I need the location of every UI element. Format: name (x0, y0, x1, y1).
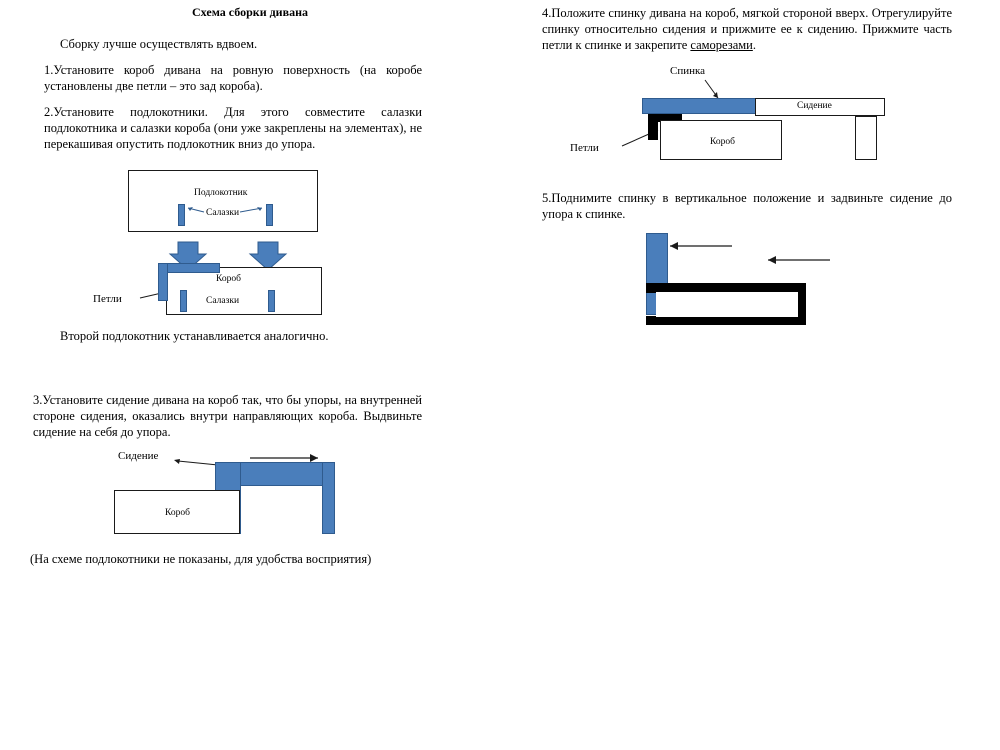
frame-label-step3: Короб (165, 508, 190, 518)
step-2-paragraph: 2.Установите подлокотники. Для этого совместите салазки подлокотника и салазки короба (они уже закреплены на элементах), не перекашивая опустить подлокотник вниз до упора. (44, 105, 422, 151)
step-5-paragraph: 5.Поднимите спинку в вертикальное положение и задвиньте сидение до упора к спинке. (542, 191, 952, 221)
slide-tab-right-lower (268, 290, 275, 312)
slides-label-lower: Салазки (206, 296, 240, 306)
frame-label-step2: Короб (216, 274, 241, 284)
seat-structure-bottom (646, 316, 806, 325)
page-title: Схема сборки дивана (192, 5, 308, 19)
step-4-text: 4.Положите спинку дивана на короб, мягкой стороной вверх. Отрегулируйте спинку относительно сидения и прижмите ее к сидению. Прижмите часть петли к спинке и закрепите (542, 6, 952, 52)
seat-structure-inner (656, 292, 798, 317)
step-1-paragraph: 1.Установите короб дивана на ровную поверхность (на коробе установлены две петли – это зад короба). (44, 63, 422, 93)
step-4-paragraph (542, 5, 952, 53)
leg-box-step4 (855, 116, 877, 160)
diagram-armrest-assembly (0, 160, 470, 340)
slide-tab-left-lower (180, 290, 187, 312)
step-4-link[interactable]: саморезами (690, 38, 753, 52)
hinges-label-step2: Петли (93, 293, 122, 305)
step-4-period: . (752, 38, 756, 52)
frame-box-step2 (166, 267, 322, 315)
diagram-back-upright (500, 228, 970, 338)
note-after-step-3: (На схеме подлокотники не показаны, для удобства восприятия) (30, 552, 372, 566)
step-3-paragraph: 3.Установите сидение дивана на короб так, что бы упоры, на внутренней стороне сидения, оказались внутри направляющих короба. Выдвиньте сидение на себя до упора. (33, 393, 422, 439)
right-column (500, 0, 1000, 750)
armrest-label: Подлокотник (194, 188, 248, 198)
slides-label-upper: Салазки (206, 208, 240, 218)
seat-right-leg (322, 462, 335, 534)
frame-label-step4: Короб (710, 137, 735, 147)
hinge-plate-left (158, 263, 168, 301)
back-label-step4: Спинка (670, 65, 706, 77)
seat-label-step3: Сидение (118, 450, 159, 462)
note-after-step-2: Второй подлокотник устанавливается аналогично. (60, 329, 329, 343)
diagram-seat-assembly (0, 445, 470, 555)
hinges-label-step4: Петли (570, 142, 599, 154)
diagram-back-flat (500, 60, 970, 180)
intro-paragraph: Сборку лучше осуществлять вдвоем. (60, 37, 258, 51)
seat-label-step4: Сидение (797, 101, 832, 111)
